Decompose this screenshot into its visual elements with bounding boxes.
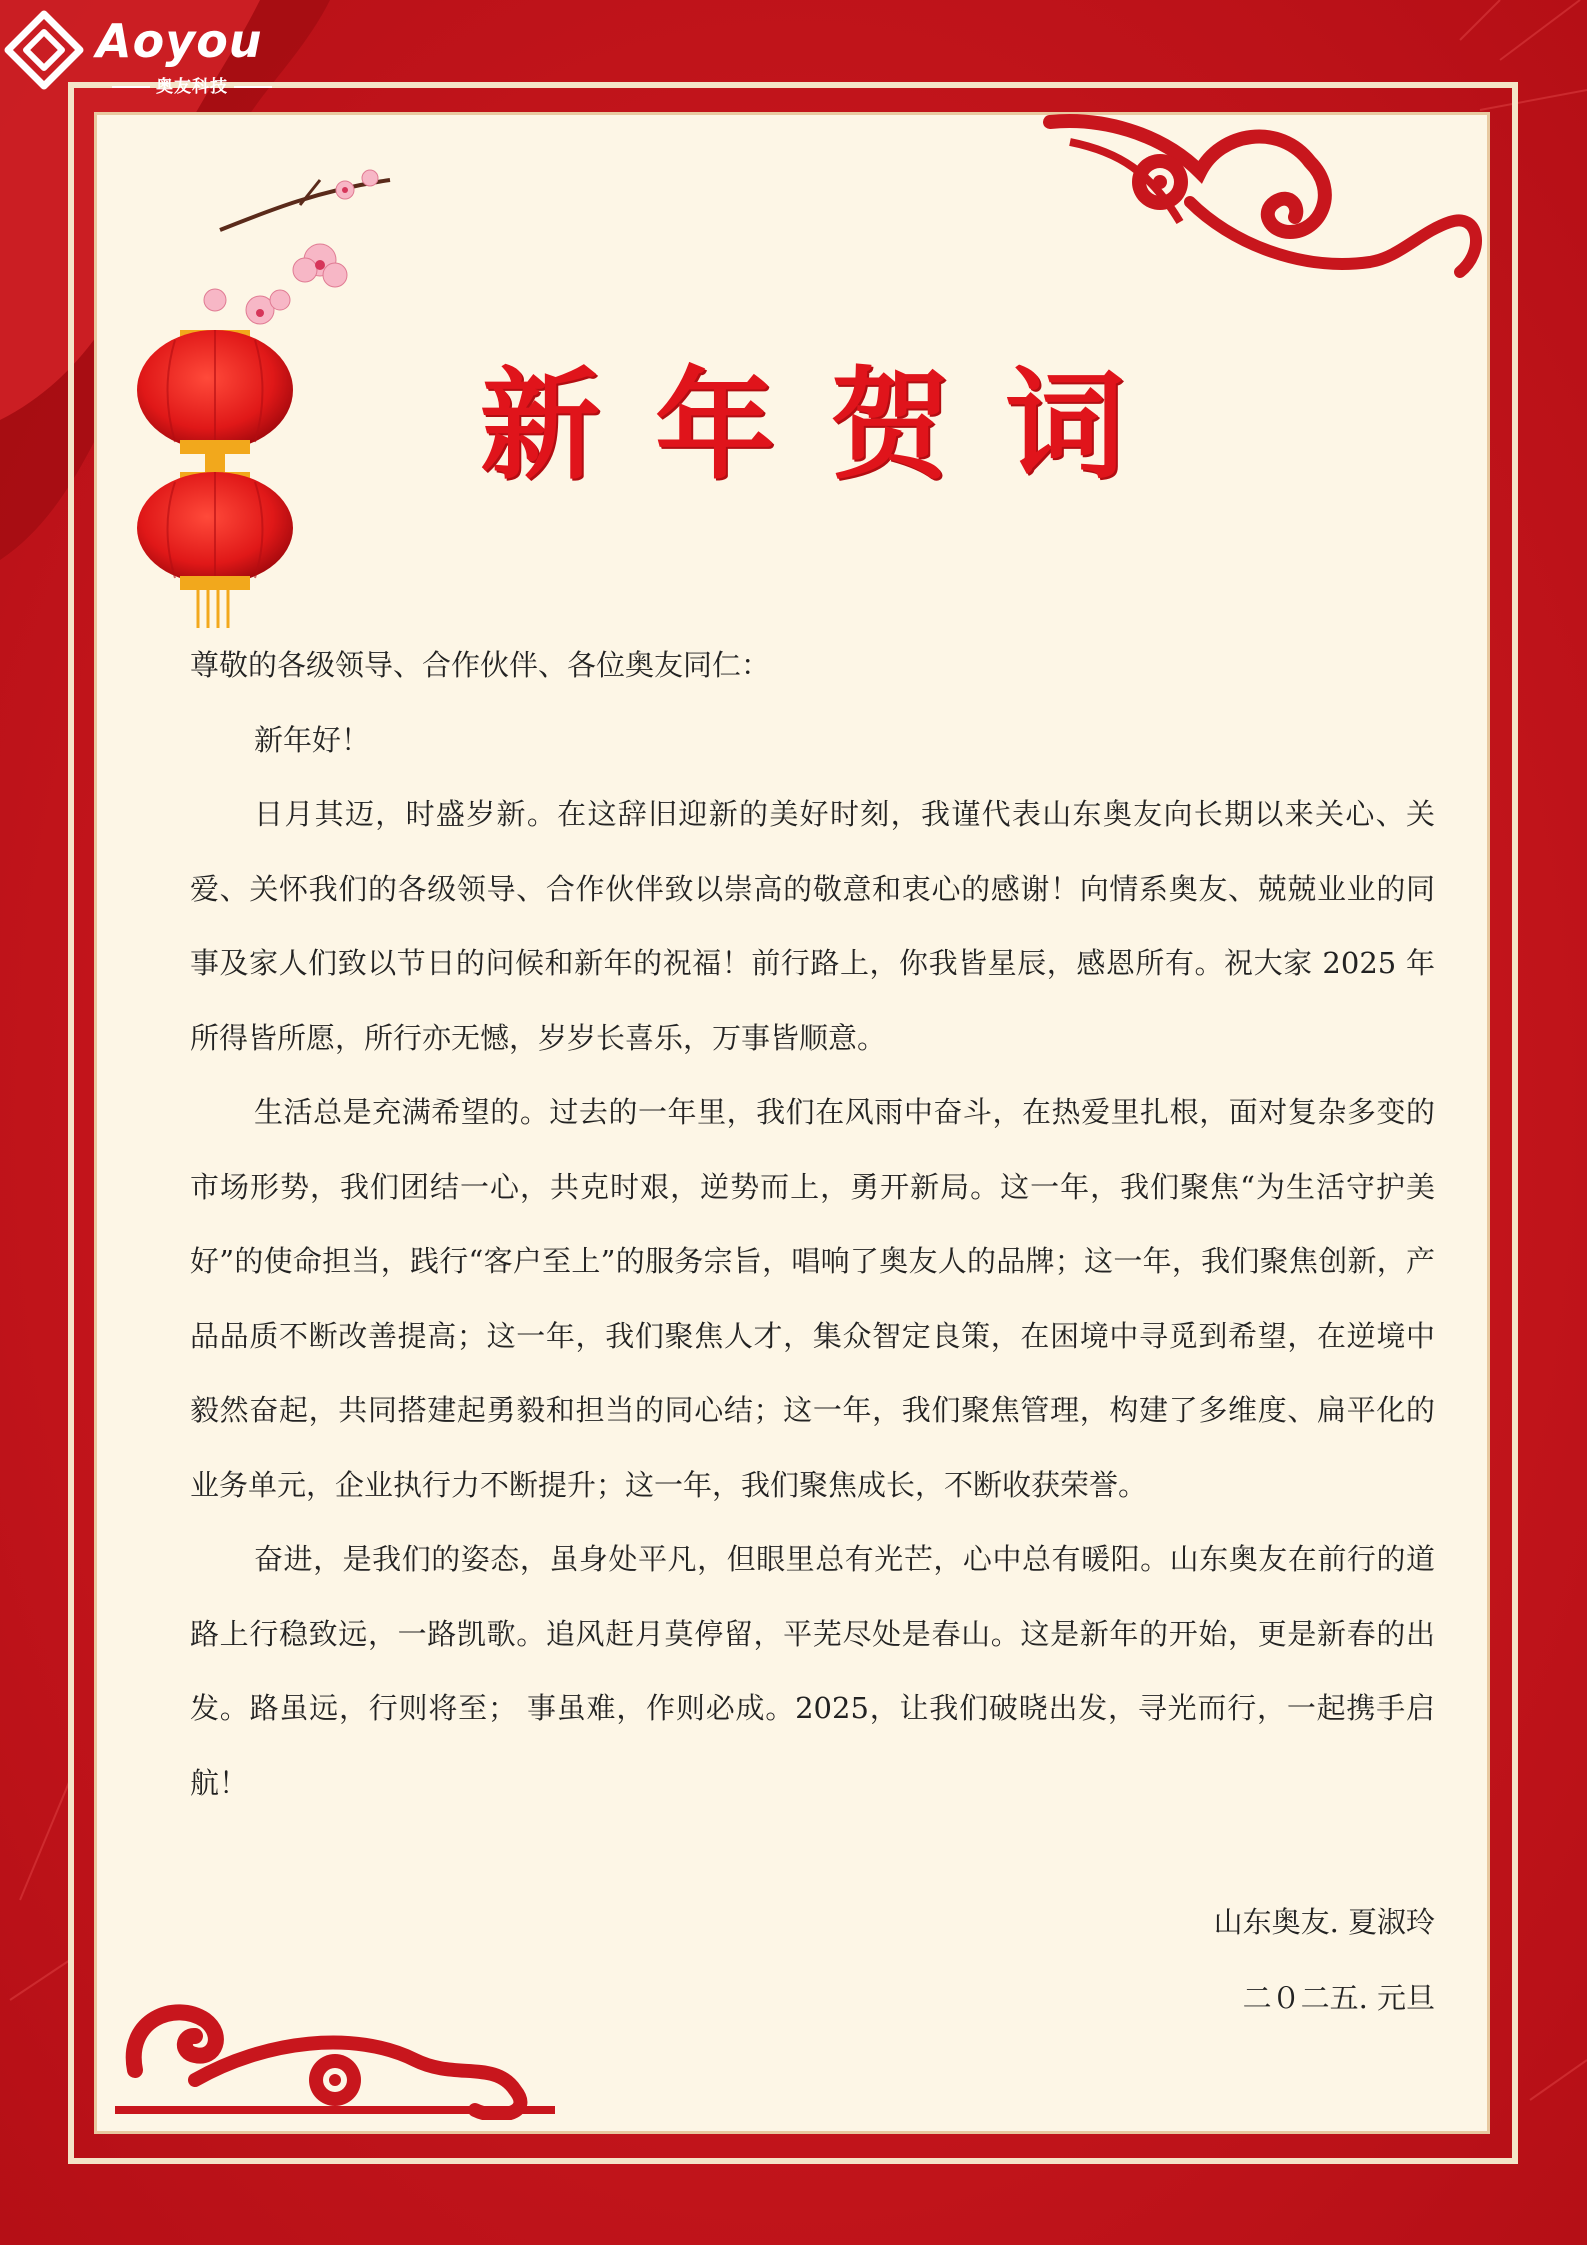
lantern-decoration — [120, 150, 410, 630]
logo-subtitle: 奥友科技 — [106, 72, 278, 97]
paragraph-2: 生活总是充满希望的。过去的一年里，我们在风雨中奋斗，在热爱里扎根，面对复杂多变的市场形势，我们团结一心，共克时艰，逆势而上，勇开新局。这一年，我们聚焦“为生活守护美好”的使命担当，践行“客户至上”的服务宗旨，唱响了奥友人的品牌；这一年，我们聚焦创新，产品品质不断改善提高；这一年，我们聚焦人才，集众智定良策，在困境中寻觅到希望，在逆境中毅然奋起，共同搭建起勇毅和担当的同心结；这一年，我们聚焦管理，构建了多维度、扁平化的业务单元，企业执行力不断提升；这一年，我们聚焦成长，不断收获荣誉。 — [190, 1095, 1435, 1502]
logo-diamond-icon — [4, 10, 84, 90]
letter-body — [190, 628, 1435, 1820]
letter-date: 二０二五. 元旦 — [1242, 1981, 1435, 2015]
cloud-ornament-bottom-left — [115, 1960, 555, 2120]
signature: 山东奥友. 夏淑玲 — [1213, 1905, 1435, 1939]
cloud-ornament-top-right — [1040, 112, 1490, 292]
paragraph-3: 奋进，是我们的姿态，虽身处平凡，但眼里总有光芒，心中总有暖阳。山东奥友在前行的道路上行稳致远，一路凯歌。追风赶月莫停留，平芜尽处是春山。这是新年的开始，更是新春的出发。路虽远，行则将至； 事虽难，作则必成。2025，让我们破晓出发，寻光而行，一起携手启航！ — [190, 1542, 1435, 1800]
paragraph-greeting: 新年好！ — [254, 722, 371, 757]
logo-brand: Aoyou — [96, 14, 263, 68]
page-title: 新年贺词 — [480, 357, 1180, 496]
company-logo — [0, 0, 300, 100]
paragraph-1: 日月其迈，时盛岁新。在这辞旧迎新的美好时刻，我谨代表山东奥友向长期以来关心、关爱、关怀我们的各级领导、合作伙伴致以崇高的敬意和衷心的感谢！向情系奥友、兢兢业业的同事及家人们致以节日的问候和新年的祝福！前行路上，你我皆星辰，感恩所有。祝大家 2025 年所得皆所愿，所行亦无憾，岁岁长喜乐，万事皆顺意。 — [190, 797, 1435, 1055]
salutation: 尊敬的各级领导、合作伙伴、各位奥友同仁： — [190, 648, 771, 682]
